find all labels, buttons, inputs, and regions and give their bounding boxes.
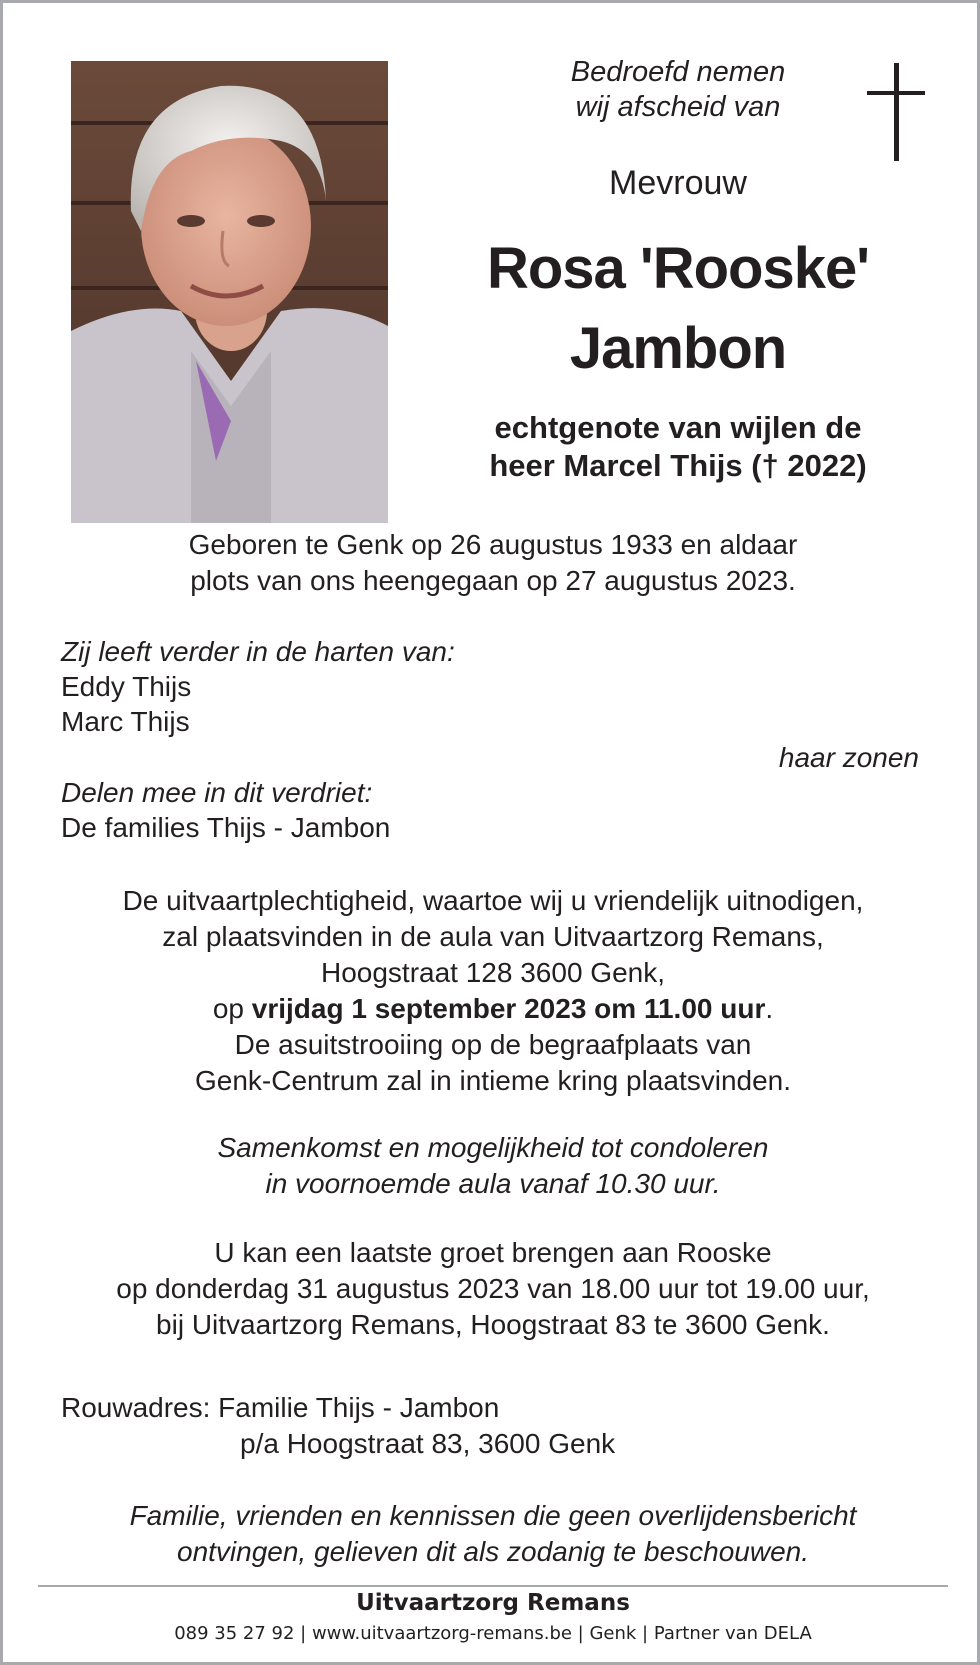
visitation-line: bij Uitvaartzorg Remans, Hoogstraat 83 te 3600 Genk. (156, 1309, 830, 1340)
notice-line: ontvingen, gelieven dit als zodanig te beschouwen. (177, 1536, 809, 1567)
salutation: Mevrouw (609, 164, 747, 202)
survivors-heading: Zij leeft verder in de harten van: (61, 636, 455, 667)
intro-text (503, 55, 853, 125)
visitation-text (3, 1235, 980, 1343)
visitation-line: op donderdag 31 augustus 2023 van 18.00 uur tot 19.00 uur, (116, 1273, 870, 1304)
ceremony-text (3, 883, 980, 1099)
ceremony-date-line (3, 991, 980, 1027)
birth-line: Geboren te Genk op 26 augustus 1933 en aldaar (188, 529, 798, 560)
intro-line: Bedroefd nemen (570, 56, 786, 88)
ceremony-line: Hoogstraat 128 3600 Genk, (320, 957, 665, 988)
address-line-1: Rouwadres: Familie Thijs - Jambon (61, 1392, 500, 1423)
birth-text (3, 527, 980, 599)
portrait-photo (71, 61, 388, 523)
cross-icon (867, 63, 927, 161)
intro-line: wij afscheid van (575, 91, 781, 123)
ceremony-line: De uitvaartplechtigheid, waartoe wij u vriendelijk uitnodigen, (122, 885, 864, 916)
notice-line: Familie, vrienden en kennissen die geen overlijdensbericht (129, 1500, 857, 1531)
relation-note: haar zonen (778, 742, 919, 773)
notice-text (3, 1498, 980, 1570)
families-text: De families Thijs - Jambon (61, 812, 391, 843)
survivor-name: Eddy Thijs (61, 671, 192, 702)
spouse-text (443, 409, 913, 485)
ceremony-line: Genk-Centrum zal in intieme kring plaatsvinden. (194, 1065, 792, 1096)
ceremony-date: vrijdag 1 september 2023 om 11.00 uur (251, 993, 766, 1024)
share-heading: Delen mee in dit verdriet: (61, 777, 373, 808)
address-line-2: p/a Hoogstraat 83, 3600 Genk (240, 1428, 616, 1459)
name-line: Jambon (569, 316, 787, 381)
condolence-text (3, 1130, 980, 1202)
footer-contact-info: 089 35 27 92 | www.uitvaartzorg-remans.be | Genk | Partner van DELA (174, 1623, 812, 1644)
ceremony-line: De asuitstrooiing op de begraafplaats van (234, 1029, 752, 1060)
condolence-line: Samenkomst en mogelijkheid tot condoleren (217, 1132, 769, 1163)
birth-line: plots van ons heengegaan op 27 augustus 2023. (190, 565, 796, 596)
spouse-line: echtgenote van wijlen de (494, 410, 862, 445)
ceremony-line: zal plaatsvinden in de aula van Uitvaartzorg Remans, (162, 921, 824, 952)
survivors-section (61, 634, 455, 739)
visitation-line: U kan een laatste groet brengen aan Rooske (214, 1237, 772, 1268)
date-prefix: op (212, 993, 252, 1024)
condolence-line: in voornoemde aula vanaf 10.30 uur. (265, 1168, 721, 1199)
footer-company: Uitvaartzorg Remans (356, 1590, 630, 1616)
name-line: Rosa 'Rooske' (486, 236, 870, 301)
footer-divider (38, 1585, 948, 1587)
spouse-line: heer Marcel Thijs († 2022) (489, 448, 867, 483)
share-section (61, 775, 390, 845)
deceased-name (443, 229, 913, 389)
survivor-name: Marc Thijs (61, 706, 190, 737)
portrait-illustration (71, 61, 388, 523)
date-suffix: . (765, 993, 774, 1024)
